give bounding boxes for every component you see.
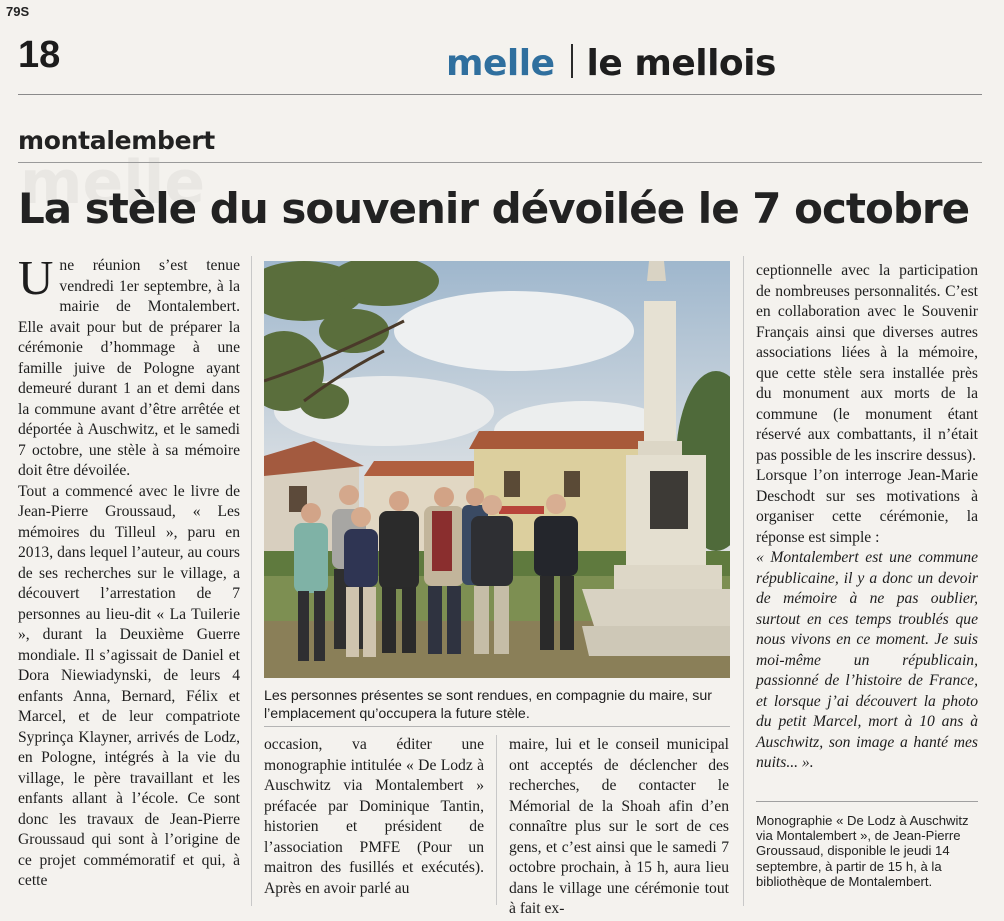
paragraph-interview: Lorsque l’on interroge Jean-Marie Deschodt sur ses motivations à organiser cette cérémonie, la réponse est simple : [756, 467, 978, 546]
paragraph-intro-text: ne réunion s’est tenue vendredi 1er septembre, à la mairie de Montalembert. Elle avait pour but de préparer la cérémonie d’hommage à une famille juive de Pologne ayant demeuré durant 1 an et demi dans la commune avant d’être arrêtée et déportée à Auschwitz, et le samedi 7 octobre, une stèle à sa mémoire doit être dévoilée. [18, 257, 240, 479]
masthead-secondary: le mellois [586, 43, 776, 84]
section-title: montalembert [18, 126, 215, 155]
paragraph-book: Tout a commencé avec le livre de Jean-Pierre Groussaud, « Les mémoires du Tilleul », paru en 2013, dans lequel l’auteur, au cours de ses recherches sur le village, a découvert l’arrestation de 7 personnes au lieu-dit « La Tuilerie », durant la Deuxième Guerre mondiale. Il s’agissait de Daniel et Dora Niewiadynski, de leurs 4 enfants Anna, Bernard, Félix et Marcel, et de leur compatriote Syprinça Klayner, arrivés de Lodz, en Pologne, intégrés à la vie du village, le père travaillant et les enfants allant à l’école. Ce sont donc les travaux de Jean-Pierre Groussaud qui sont à l’origine de ce projet commémoratif et qui, à cette [18, 482, 240, 889]
drop-cap: U [18, 250, 54, 305]
edition-code: 79S [6, 4, 30, 19]
article-column-2 [264, 735, 484, 899]
column-separator [743, 256, 744, 906]
note-rule [756, 801, 978, 802]
masthead-divider [571, 44, 573, 78]
caption-rule [264, 726, 730, 727]
article-photo [264, 261, 730, 678]
article-column-1 [18, 250, 240, 892]
paragraph-ceremony: maire, lui et le conseil municipal ont acceptés de déclencher des recherches, de contacter le Mémorial de la Shoah afin d’en connaître plus sur le sort de ces gens, et c’est ainsi que le samedi 7 octobre prochain, à 15 h, aura lieu dans le village une cérémonie tout à fait ex- [509, 736, 729, 917]
top-rule [18, 94, 982, 95]
section-rule [18, 162, 982, 163]
column-separator [496, 735, 497, 905]
monograph-note: Monographie « De Lodz à Auschwitz via Montalembert », de Jean-Pierre Groussaud, disponible le jeudi 14 septembre, à partir de 15 h, à la bibliothèque de Montalembert. [756, 813, 969, 889]
column-separator [251, 256, 252, 906]
masthead [446, 43, 776, 84]
paragraph-monograph: occasion, va éditer une monographie intitulée « De Lodz à Auschwitz via Montalembert » préfacée par Dominique Tantin, historien et président de l’association PMFE (Pour un maitron des fusillés et exécutés). Après en avoir parlé au [264, 736, 484, 897]
page-number: 18 [18, 34, 61, 76]
article-headline: La stèle du souvenir dévoilée le 7 octobre [18, 184, 970, 233]
article-column-3 [509, 735, 729, 920]
paragraph-quote: « Montalembert est une commune républicaine, il y a donc un devoir de mémoire à ne pas oublier, surtout en ces temps troublés que nous vivons en ce moment. Je suis moi-même un républicain, passionné de l’histoire de France, et lorsque j’ai découvert la photo du petit Marcel, mort à 10 ans à Auschwitz, son image a hanté mes nuits... ». [756, 549, 978, 771]
article-column-4 [756, 261, 978, 774]
paragraph-participation: ceptionnelle avec la participation de nombreuses personnalités. C’est en collaboration avec le Souvenir Français ainsi que diverses autres associations liées à la mémoire, que cette stèle sera installée près du monument aux morts de la commune (le monument étant réservé aux combattants, il n’était pas possible de les inscrire dessus). [756, 262, 978, 464]
photo-caption: Les personnes présentes se sont rendues, en compagnie du maire, sur l’emplacement qu’occupera la future stèle. [264, 688, 712, 722]
masthead-primary: melle [446, 43, 555, 84]
paragraph-intro [18, 250, 240, 482]
